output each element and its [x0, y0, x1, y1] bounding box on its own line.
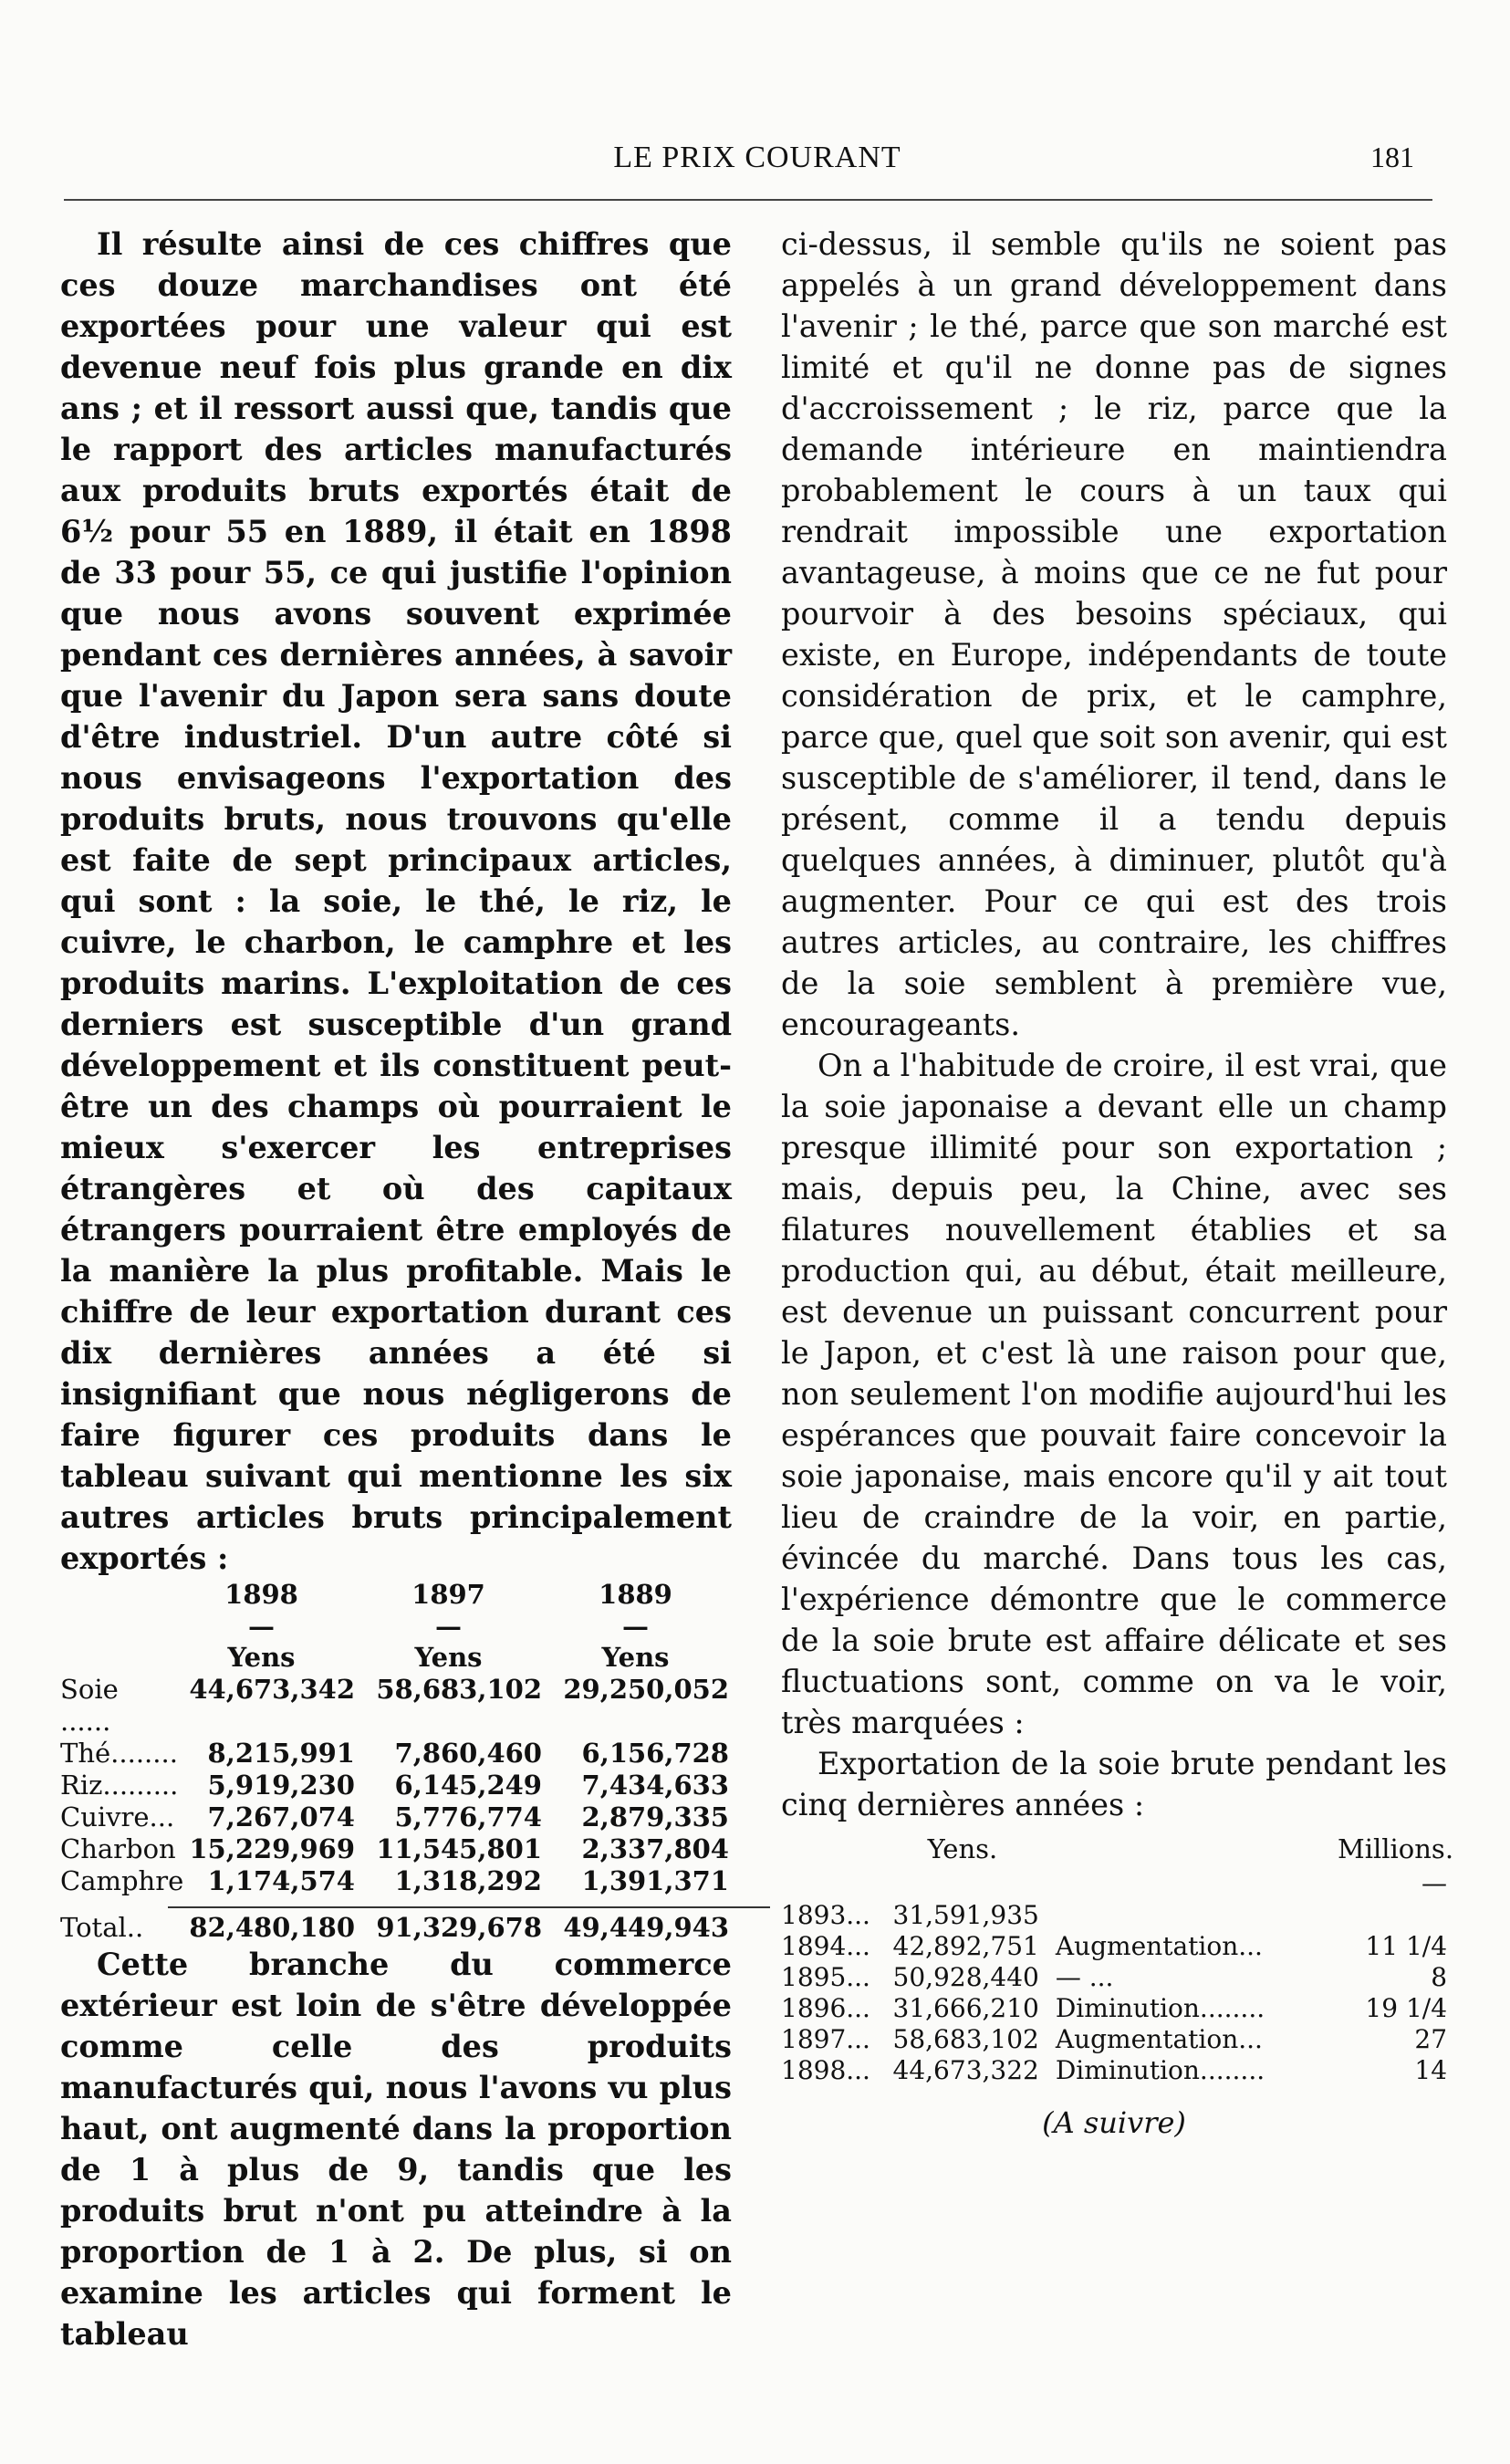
cell: 7,860,460	[394, 1738, 542, 1769]
table-row	[60, 1770, 732, 1801]
table-total-row	[60, 1912, 732, 1944]
table-row	[60, 1865, 732, 1897]
cell: 2,337,804	[581, 1833, 729, 1864]
row-label: Charbon	[60, 1833, 176, 1864]
total-label: Total..	[60, 1912, 144, 1943]
page-header	[55, 135, 1460, 181]
right-paragraph-3: Exportation de la soie brute pendant les cinq dernières années :	[781, 1746, 1447, 1822]
cell: 1,391,371	[581, 1865, 729, 1896]
table-row	[781, 1993, 1447, 2024]
total-cell: 91,329,678	[376, 1912, 542, 1943]
dash: —	[248, 1611, 275, 1642]
row-year: 1893...	[781, 1900, 870, 1930]
raw-exports-table	[60, 1579, 732, 1944]
table-years-row	[60, 1579, 732, 1611]
unit-label: Yens	[414, 1642, 483, 1673]
year-header: 1889	[599, 1579, 672, 1610]
unit-label: Yens.	[927, 1833, 998, 1864]
cell: 44,673,322	[892, 2055, 1039, 2085]
table-dash-row	[60, 1611, 732, 1642]
table-row	[60, 1738, 732, 1770]
row-label: Thé........	[60, 1738, 178, 1769]
dash: —	[435, 1611, 462, 1642]
table-row	[60, 1833, 732, 1865]
silk-table-dash-row	[781, 1867, 1447, 1900]
cell: 1,174,574	[207, 1865, 355, 1896]
right-column	[781, 224, 1454, 2144]
cell: Augmentation...	[1055, 1931, 1263, 1961]
cell: 1,318,292	[394, 1865, 542, 1896]
row-year: 1894...	[781, 1931, 870, 1961]
cell: 5,919,230	[207, 1770, 355, 1801]
cell: 11,545,801	[376, 1833, 542, 1864]
silk-exports-table	[781, 1831, 1454, 2086]
cell: 58,683,102	[892, 2024, 1039, 2054]
row-label: Camphre	[60, 1865, 184, 1896]
year-header: 1898	[224, 1579, 298, 1610]
cell: Diminution........	[1055, 2055, 1265, 2085]
table-row	[60, 1801, 732, 1833]
unit-label: Millions.	[1338, 1833, 1454, 1864]
cell: 6,145,249	[394, 1770, 542, 1801]
to-be-continued: (A suivre)	[1042, 2105, 1186, 2140]
row-label: Soie ......	[60, 1674, 119, 1737]
cell: 8	[1431, 1962, 1448, 1992]
unit-label: Yens	[227, 1642, 296, 1673]
table-row	[781, 1900, 1447, 1931]
journal-title: LE PRIX COURANT	[613, 141, 901, 174]
total-cell: 82,480,180	[189, 1912, 355, 1943]
cell: 50,928,440	[892, 1962, 1039, 1992]
silk-table-header	[781, 1831, 1454, 1867]
left-paragraph-1: Il résulte ainsi de ces chiffres que ces douze marchandises ont été exportées pour une valeur qui est devenue neuf fois plus grande en dix ans ; et il ressort aussi que, tandis que le rapport des articles manufacturés aux produits bruts exportés était de 6½ pour 55 en 1889, il était en 1898 de 33 pour 55, ce qui justifie l'opinion que nous avons souvent exprimée pendant ces dernières années, à savoir que l'avenir du Japon sera sans doute d'être industriel. D'un autre côté si nous envisageons l'exportation des produits bruts, nous trouvons qu'elle est faite de sept principaux articles, qui sont : la soie, le thé, le riz, le cuivre, le charbon, le camphre et les produits marins. L'exploitation de ces derniers est susceptible d'un grand développement et ils constituent peut-être un des champs où pourraient le mieux s'exercer les entreprises étrangères et où des capitaux étrangers pourraient être employés de la manière la plus profitable. Mais le chiffre de leur exportation durant ces dix dernières années a été si insignifiant que nous négligerons de faire figurer ces produits dans le tableau suivant qui mentionne les six autres articles bruts principalement exportés :	[60, 226, 732, 1576]
row-year: 1895...	[781, 1962, 870, 1992]
cell: 5,776,774	[394, 1801, 542, 1832]
row-year: 1896...	[781, 1993, 870, 2023]
header-rule	[64, 199, 1432, 201]
total-rule	[168, 1906, 770, 1908]
table-units-row	[60, 1642, 732, 1674]
dash: —	[622, 1611, 649, 1642]
cell: 11 1/4	[1365, 1931, 1448, 1961]
table-row	[60, 1674, 732, 1738]
right-paragraph-1: ci-dessus, il semble qu'ils ne soient pas appelés à un grand développement dans l'avenir ; le thé, parce que son marché est limité et qu'il ne donne pas de signes d'accroissement ; le riz, parce que la demande intérieure en maintiendra probablement le cours à un taux qui rendrait impossible une exportation avantageuse, à moins que ce ne fut pour pourvoir à des besoins spéciaux, qui existe, en Europe, indépendants de toute considération de prix, et le camphre, parce que, quel que soit son avenir, qui est susceptible de s'améliorer, il tend, dans le présent, comme il a tendu depuis quelques années, à diminuer, plutôt qu'à augmenter. Pour ce qui est des trois autres articles, au contraire, les chiffres de la soie semblent à première vue, encourageants.	[781, 226, 1447, 1042]
cell: 7,267,074	[207, 1801, 355, 1832]
cell: 8,215,991	[207, 1738, 355, 1769]
cell: 19 1/4	[1365, 1993, 1448, 2023]
page-number: 181	[1370, 141, 1414, 173]
cell: 31,591,935	[892, 1900, 1039, 1930]
right-paragraph-2: On a l'habitude de croire, il est vrai, que la soie japonaise a devant elle un champ presque illimité pour son exportation ; mais, depuis peu, la Chine, avec ses filatures nouvellement établies et sa production qui, au début, était meilleure, est devenue un puissant concurrent pour le Japon, et c'est là une raison pour que, non seulement l'on modifie aujourd'hui les espérances que pouvait faire concevoir la soie japonaise, mais encore qu'il y ait tout lieu de craindre de la voir, en partie, évincée du marché. Dans tous les cas, l'expérience démontre que le commerce de la soie brute est affaire délicate et ses fluctuations sont, comme on va le voir, très marquées :	[781, 1048, 1447, 1740]
cell: 58,683,102	[376, 1674, 542, 1705]
cell: 27	[1414, 2024, 1448, 2054]
cell: Augmentation...	[1055, 2024, 1263, 2054]
row-label: Riz.........	[60, 1770, 179, 1801]
cell: 7,434,633	[581, 1770, 729, 1801]
cell: Diminution........	[1055, 1993, 1265, 2023]
cell	[1039, 1900, 1340, 1931]
table-row	[781, 2024, 1447, 2055]
cell: 14	[1414, 2055, 1448, 2085]
left-column	[60, 224, 732, 2354]
cell: — ...	[1055, 1962, 1114, 1992]
cell: 15,229,969	[189, 1833, 355, 1864]
table-row	[781, 2055, 1447, 2086]
cell: 42,892,751	[892, 1931, 1039, 1961]
dash: —	[1421, 1868, 1448, 1898]
row-label: Cuivre...	[60, 1801, 175, 1832]
row-year: 1897...	[781, 2024, 870, 2054]
year-header: 1897	[411, 1579, 485, 1610]
cell	[1340, 1900, 1447, 1931]
table-row	[781, 1962, 1447, 1993]
total-cell: 49,449,943	[563, 1912, 729, 1943]
unit-label: Yens	[601, 1642, 670, 1673]
cell: 44,673,342	[189, 1674, 355, 1705]
table-row	[781, 1931, 1447, 1962]
row-year: 1898...	[781, 2055, 870, 2085]
cell: 6,156,728	[581, 1738, 729, 1769]
cell: 2,879,335	[581, 1801, 729, 1832]
cell: 29,250,052	[563, 1674, 729, 1705]
left-paragraph-2: Cette branche du commerce extérieur est loin de s'être développée comme celle des produits manufacturés qui, nous l'avons vu plus haut, ont augmenté dans la proportion de 1 à plus de 9, tandis que les produits brut n'ont pu atteindre à la proportion de 1 à 2. De plus, si on examine les articles qui forment le tableau	[60, 1947, 732, 2352]
cell: 31,666,210	[892, 1993, 1039, 2023]
